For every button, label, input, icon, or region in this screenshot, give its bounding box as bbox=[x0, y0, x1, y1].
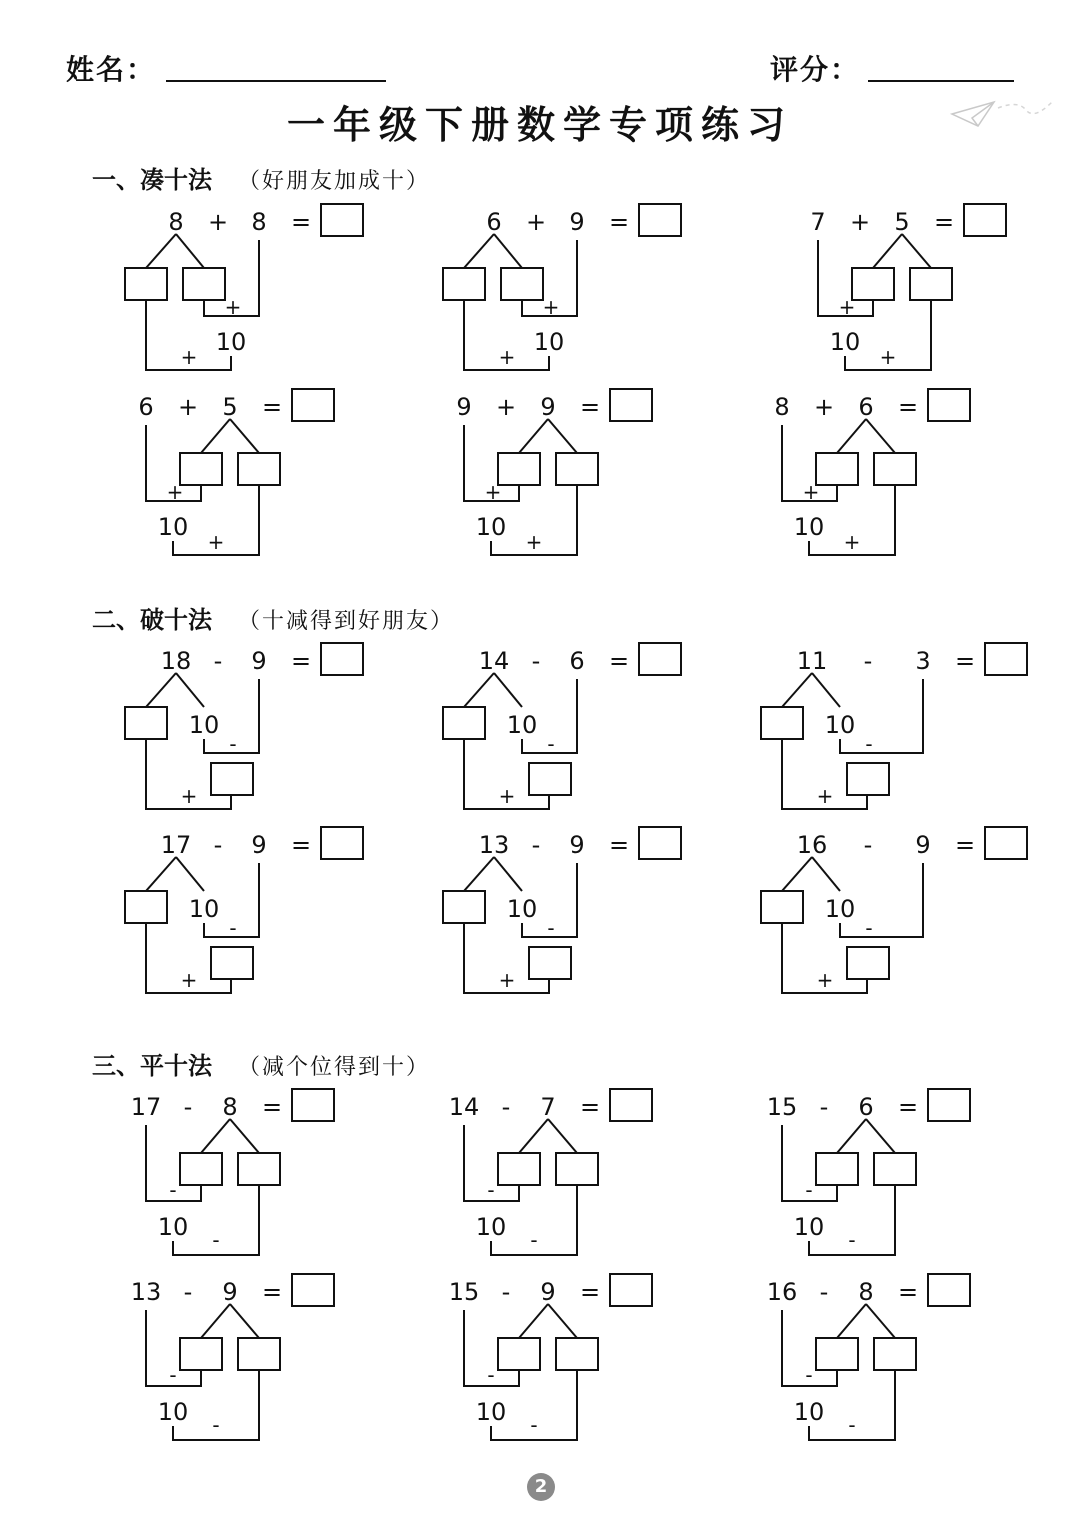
split-box-right[interactable] bbox=[238, 1338, 280, 1370]
split-box-ones[interactable] bbox=[443, 891, 485, 923]
split-line bbox=[464, 234, 494, 268]
split-box-right[interactable] bbox=[910, 268, 952, 300]
first-number: 13 bbox=[130, 1278, 162, 1306]
equals-sign: = bbox=[290, 208, 312, 236]
split-box-left[interactable] bbox=[852, 268, 894, 300]
minus-sign: - bbox=[212, 1228, 220, 1252]
operator: - bbox=[213, 831, 223, 859]
ten-label: 10 bbox=[157, 1213, 189, 1241]
split-box-left[interactable] bbox=[443, 268, 485, 300]
second-number: 6 bbox=[858, 1093, 874, 1121]
split-line bbox=[176, 857, 204, 891]
page-number: 2 bbox=[527, 1473, 555, 1501]
equals-sign: = bbox=[579, 1093, 601, 1121]
problem-3-2 bbox=[449, 1089, 652, 1255]
split-box-ones[interactable] bbox=[125, 891, 167, 923]
first-number: 18 bbox=[160, 647, 192, 675]
difference-box[interactable] bbox=[529, 947, 571, 979]
problem-2-2 bbox=[443, 643, 681, 809]
first-number: 16 bbox=[766, 1278, 798, 1306]
problem-2-4 bbox=[125, 827, 363, 993]
split-box-left[interactable] bbox=[498, 453, 540, 485]
second-number: 7 bbox=[540, 1093, 556, 1121]
split-line bbox=[782, 857, 812, 891]
split-line bbox=[866, 419, 895, 453]
split-box-left[interactable] bbox=[816, 1338, 858, 1370]
plus-sign: + bbox=[542, 295, 560, 319]
ten-label: 10 bbox=[215, 328, 247, 356]
answer-box[interactable] bbox=[610, 1274, 652, 1306]
problem-3-6 bbox=[767, 1274, 970, 1440]
score-label: 评分： bbox=[770, 53, 861, 86]
split-line bbox=[464, 673, 494, 707]
plus-sign: + bbox=[816, 968, 834, 992]
plus-sign: + bbox=[879, 345, 897, 369]
ten-label: 10 bbox=[475, 513, 507, 541]
split-line bbox=[494, 234, 522, 268]
plus-sign: + bbox=[802, 480, 820, 504]
difference-box[interactable] bbox=[529, 763, 571, 795]
difference-box[interactable] bbox=[211, 947, 253, 979]
minus-sign: - bbox=[848, 1228, 856, 1252]
equals-sign: = bbox=[261, 1093, 283, 1121]
split-box-left[interactable] bbox=[498, 1153, 540, 1185]
answer-box[interactable] bbox=[321, 204, 363, 236]
split-line bbox=[837, 1119, 866, 1153]
equals-sign: = bbox=[897, 1093, 919, 1121]
split-box-left[interactable] bbox=[816, 453, 858, 485]
equals-sign: = bbox=[897, 1278, 919, 1306]
answer-box[interactable] bbox=[964, 204, 1006, 236]
difference-box[interactable] bbox=[847, 947, 889, 979]
first-number: 14 bbox=[478, 647, 510, 675]
equals-sign: = bbox=[608, 831, 630, 859]
second-number: 9 bbox=[540, 393, 556, 421]
equals-sign: = bbox=[579, 393, 601, 421]
operator: - bbox=[531, 647, 541, 675]
split-box-left[interactable] bbox=[180, 1153, 222, 1185]
second-number: 5 bbox=[894, 208, 910, 236]
problem-3-5 bbox=[449, 1274, 652, 1440]
ten-label: 10 bbox=[506, 895, 538, 923]
ten-label: 10 bbox=[157, 513, 189, 541]
equals-sign: = bbox=[897, 393, 919, 421]
answer-box[interactable] bbox=[292, 1089, 334, 1121]
split-box-right[interactable] bbox=[238, 1153, 280, 1185]
section-1-note: （好朋友加成十） bbox=[238, 169, 431, 194]
split-line bbox=[548, 1304, 577, 1338]
second-number: 9 bbox=[251, 647, 267, 675]
operator: - bbox=[183, 1278, 193, 1306]
split-line bbox=[201, 1304, 230, 1338]
equals-sign: = bbox=[261, 393, 283, 421]
first-number: 16 bbox=[796, 831, 828, 859]
minus-sign: - bbox=[487, 1178, 495, 1202]
first-number: 8 bbox=[168, 208, 184, 236]
second-number: 6 bbox=[569, 647, 585, 675]
minus-sign: - bbox=[547, 732, 555, 756]
minus-sign: - bbox=[547, 916, 555, 940]
section-1-title: 一、凑十法 bbox=[92, 166, 212, 194]
ten-label: 10 bbox=[475, 1213, 507, 1241]
minus-sign: - bbox=[848, 1413, 856, 1437]
problem-2-3 bbox=[761, 643, 1027, 809]
answer-box[interactable] bbox=[292, 1274, 334, 1306]
problem-2-5 bbox=[443, 827, 681, 993]
problem-1-2 bbox=[443, 204, 681, 370]
second-number: 5 bbox=[222, 393, 238, 421]
plus-sign: + bbox=[166, 480, 184, 504]
equals-sign: = bbox=[579, 1278, 601, 1306]
first-number: 17 bbox=[160, 831, 192, 859]
split-box-ones[interactable] bbox=[125, 707, 167, 739]
section-2-title: 二、破十法 bbox=[92, 606, 212, 634]
operator: - bbox=[863, 831, 873, 859]
second-number: 9 bbox=[251, 831, 267, 859]
answer-box[interactable] bbox=[928, 1274, 970, 1306]
plus-sign: + bbox=[180, 345, 198, 369]
equals-sign: = bbox=[261, 1278, 283, 1306]
plus-sign: + bbox=[224, 295, 242, 319]
answer-box[interactable] bbox=[292, 389, 334, 421]
equals-sign: = bbox=[290, 647, 312, 675]
difference-box[interactable] bbox=[211, 763, 253, 795]
plus-sign: + bbox=[525, 530, 543, 554]
split-box-right[interactable] bbox=[874, 453, 916, 485]
ten-label: 10 bbox=[188, 711, 220, 739]
minus-sign: - bbox=[865, 732, 873, 756]
problem-1-1 bbox=[125, 204, 363, 370]
split-line bbox=[866, 1304, 895, 1338]
second-number: 9 bbox=[540, 1278, 556, 1306]
answer-box[interactable] bbox=[985, 827, 1027, 859]
operator: - bbox=[183, 1093, 193, 1121]
page-title: 一年级下册数学专项练习 bbox=[286, 102, 793, 147]
operator: + bbox=[525, 208, 547, 236]
equals-sign: = bbox=[608, 208, 630, 236]
answer-box[interactable] bbox=[639, 643, 681, 675]
split-box-left[interactable] bbox=[125, 268, 167, 300]
equals-sign: = bbox=[954, 647, 976, 675]
second-number: 9 bbox=[915, 831, 931, 859]
split-box-ones[interactable] bbox=[761, 707, 803, 739]
split-line bbox=[902, 234, 931, 268]
ten-label: 10 bbox=[793, 1398, 825, 1426]
ten-label: 10 bbox=[157, 1398, 189, 1426]
ten-label: 10 bbox=[824, 711, 856, 739]
first-number: 7 bbox=[810, 208, 826, 236]
split-line bbox=[176, 673, 204, 707]
split-box-left[interactable] bbox=[180, 1338, 222, 1370]
difference-box[interactable] bbox=[847, 763, 889, 795]
minus-sign: - bbox=[487, 1363, 495, 1387]
problem-3-4 bbox=[131, 1274, 334, 1440]
split-box-right[interactable] bbox=[874, 1338, 916, 1370]
operator: + bbox=[207, 208, 229, 236]
split-line bbox=[837, 419, 866, 453]
split-line bbox=[519, 419, 548, 453]
equals-sign: = bbox=[290, 831, 312, 859]
first-number: 6 bbox=[486, 208, 502, 236]
minus-sign: - bbox=[212, 1413, 220, 1437]
answer-box[interactable] bbox=[639, 827, 681, 859]
minus-sign: - bbox=[229, 916, 237, 940]
ten-label: 10 bbox=[829, 328, 861, 356]
plus-sign: + bbox=[484, 480, 502, 504]
second-number: 8 bbox=[251, 208, 267, 236]
ten-label: 10 bbox=[188, 895, 220, 923]
problem-2-6 bbox=[761, 827, 1027, 993]
minus-sign: - bbox=[865, 916, 873, 940]
ten-label: 10 bbox=[533, 328, 565, 356]
split-line bbox=[782, 673, 812, 707]
operator: + bbox=[813, 393, 835, 421]
operator: + bbox=[177, 393, 199, 421]
split-line bbox=[494, 857, 522, 891]
split-line bbox=[494, 673, 522, 707]
minus-sign: - bbox=[530, 1413, 538, 1437]
first-number: 15 bbox=[766, 1093, 798, 1121]
split-box-right[interactable] bbox=[556, 1153, 598, 1185]
first-number: 15 bbox=[448, 1278, 480, 1306]
answer-box[interactable] bbox=[928, 389, 970, 421]
minus-sign: - bbox=[805, 1363, 813, 1387]
operator: - bbox=[501, 1278, 511, 1306]
first-number: 6 bbox=[138, 393, 154, 421]
split-line bbox=[201, 1119, 230, 1153]
split-box-left[interactable] bbox=[498, 1338, 540, 1370]
minus-sign: - bbox=[530, 1228, 538, 1252]
split-line bbox=[548, 419, 577, 453]
split-line bbox=[176, 234, 204, 268]
first-number: 17 bbox=[130, 1093, 162, 1121]
section-2-note: （十减得到好朋友） bbox=[238, 609, 455, 634]
operator: - bbox=[819, 1278, 829, 1306]
problem-3-1 bbox=[131, 1089, 334, 1255]
minus-sign: - bbox=[229, 732, 237, 756]
plus-sign: + bbox=[816, 784, 834, 808]
answer-box[interactable] bbox=[639, 204, 681, 236]
problem-2-1 bbox=[125, 643, 363, 809]
operator: + bbox=[849, 208, 871, 236]
minus-sign: - bbox=[805, 1178, 813, 1202]
split-line bbox=[837, 1304, 866, 1338]
operator: - bbox=[213, 647, 223, 675]
problem-1-5 bbox=[456, 389, 652, 555]
problem-1-4 bbox=[138, 389, 334, 555]
split-box-right[interactable] bbox=[183, 268, 225, 300]
plus-sign: + bbox=[843, 530, 861, 554]
plus-sign: + bbox=[180, 968, 198, 992]
split-line bbox=[146, 673, 176, 707]
first-number: 11 bbox=[796, 647, 828, 675]
split-line bbox=[464, 857, 494, 891]
answer-box[interactable] bbox=[321, 643, 363, 675]
split-line bbox=[146, 857, 176, 891]
split-line bbox=[146, 234, 176, 268]
second-number: 8 bbox=[858, 1278, 874, 1306]
answer-box[interactable] bbox=[928, 1089, 970, 1121]
minus-sign: - bbox=[169, 1363, 177, 1387]
split-line bbox=[812, 673, 840, 707]
operator: - bbox=[531, 831, 541, 859]
first-number: 13 bbox=[478, 831, 510, 859]
split-box-left[interactable] bbox=[180, 453, 222, 485]
first-number: 8 bbox=[774, 393, 790, 421]
split-box-ones[interactable] bbox=[443, 707, 485, 739]
split-box-right[interactable] bbox=[556, 453, 598, 485]
section-3-title: 三、平十法 bbox=[92, 1052, 212, 1080]
split-box-left[interactable] bbox=[816, 1153, 858, 1185]
plus-sign: + bbox=[207, 530, 225, 554]
split-line bbox=[873, 234, 902, 268]
second-number: 6 bbox=[858, 393, 874, 421]
ten-label: 10 bbox=[475, 1398, 507, 1426]
first-number: 14 bbox=[448, 1093, 480, 1121]
split-line bbox=[812, 857, 840, 891]
split-box-ones[interactable] bbox=[761, 891, 803, 923]
split-box-right[interactable] bbox=[874, 1153, 916, 1185]
operator: - bbox=[501, 1093, 511, 1121]
second-number: 9 bbox=[569, 831, 585, 859]
second-number: 9 bbox=[569, 208, 585, 236]
first-number: 9 bbox=[456, 393, 472, 421]
split-line bbox=[866, 1119, 895, 1153]
ten-label: 10 bbox=[824, 895, 856, 923]
section-3-note: （减个位得到十） bbox=[238, 1055, 431, 1080]
problem-1-3 bbox=[810, 204, 1006, 370]
split-line bbox=[519, 1304, 548, 1338]
plus-sign: + bbox=[180, 784, 198, 808]
operator: - bbox=[819, 1093, 829, 1121]
plus-sign: + bbox=[498, 968, 516, 992]
split-line bbox=[230, 419, 259, 453]
split-box-right[interactable] bbox=[556, 1338, 598, 1370]
split-box-right[interactable] bbox=[238, 453, 280, 485]
answer-box[interactable] bbox=[321, 827, 363, 859]
name-label: 姓名： bbox=[66, 53, 157, 86]
problem-1-6 bbox=[774, 389, 970, 555]
equals-sign: = bbox=[954, 831, 976, 859]
operator: + bbox=[495, 393, 517, 421]
plus-sign: + bbox=[498, 345, 516, 369]
operator: - bbox=[863, 647, 873, 675]
split-line bbox=[201, 419, 230, 453]
split-line bbox=[548, 1119, 577, 1153]
second-number: 3 bbox=[915, 647, 931, 675]
answer-box[interactable] bbox=[985, 643, 1027, 675]
answer-box[interactable] bbox=[610, 1089, 652, 1121]
ten-label: 10 bbox=[793, 513, 825, 541]
equals-sign: = bbox=[933, 208, 955, 236]
minus-sign: - bbox=[169, 1178, 177, 1202]
split-box-right[interactable] bbox=[501, 268, 543, 300]
split-line bbox=[230, 1304, 259, 1338]
answer-box[interactable] bbox=[610, 389, 652, 421]
equals-sign: = bbox=[608, 647, 630, 675]
ten-label: 10 bbox=[506, 711, 538, 739]
second-number: 8 bbox=[222, 1093, 238, 1121]
problem-3-3 bbox=[767, 1089, 970, 1255]
second-number: 9 bbox=[222, 1278, 238, 1306]
split-line bbox=[230, 1119, 259, 1153]
plus-sign: + bbox=[838, 295, 856, 319]
plus-sign: + bbox=[498, 784, 516, 808]
split-line bbox=[519, 1119, 548, 1153]
ten-label: 10 bbox=[793, 1213, 825, 1241]
